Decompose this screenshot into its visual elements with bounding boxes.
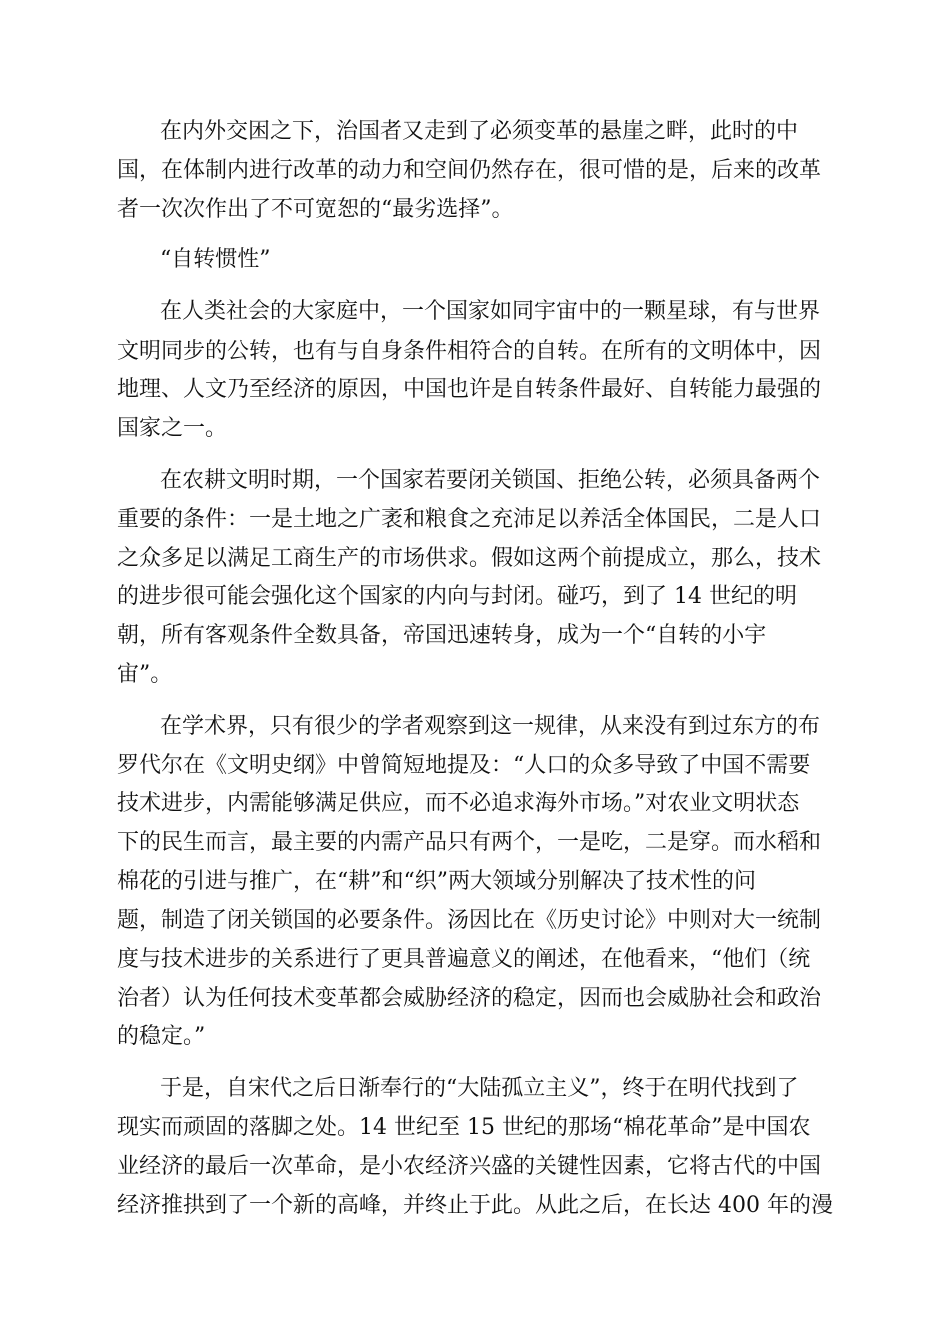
paragraph-5-line-9: 的稳定。” [117,1024,206,1049]
paragraph-4-line-4: 的进步很可能会强化这个国家的内向与封闭。碰巧，到了 14 世纪的明 [117,584,797,609]
paragraph-3-line-3: 地理、人文乃至经济的原因，中国也许是自转条件最好、自转能力最强的 [117,377,822,402]
paragraph-5-line-2: 罗代尔在《文明史纲》中曾简短地提及：“人口的众多导致了中国不需要 [117,753,811,778]
paragraph-4-line-5: 朝，所有客观条件全数具备，帝国迅速转身，成为一个“自转的小宇 [117,623,767,648]
paragraph-5-line-6: 题，制造了闭关锁国的必要条件。汤因比在《历史讨论》中则对大一统制 [117,908,822,933]
paragraph-5-line-7: 度与技术进步的关系进行了更具普遍意义的阐述，在他看来，“他们（统 [117,947,811,972]
paragraph-5-line-3: 技术进步，内需能够满足供应，而不必追求海外市场。”对农业文明状态 [117,791,800,816]
paragraph-4-line-2: 重要的条件：一是土地之广袤和粮食之充沛足以养活全体国民，二是人口 [117,507,822,532]
paragraph-5-line-8: 治者）认为任何技术变革都会威胁经济的稳定，因而也会威胁社会和政治 [117,986,822,1011]
paragraph-4-line-1: 在农耕文明时期，一个国家若要闭关锁国、拒绝公转，必须具备两个 [160,468,821,493]
paragraph-6-line-1: 于是，自宋代之后日渐奉行的“大陆孤立主义”，终于在明代找到了 [160,1076,799,1101]
paragraph-3-line-1: 在人类社会的大家庭中，一个国家如同宇宙中的一颗星球，有与世界 [160,299,821,324]
paragraph-4-line-3: 之众多足以满足工商生产的市场供求。假如这两个前提成立，那么，技术 [117,546,822,571]
paragraph-6-line-4: 经济推拱到了一个新的高峰，并终止于此。从此之后，在长达 400 年的漫 [117,1193,833,1218]
paragraph-1-line-1: 在内外交困之下，治国者又走到了必须变革的悬崖之畔，此时的中 [160,119,799,144]
paragraph-5-line-5: 棉花的引进与推广，在“耕”和“织”两大领域分别解决了技术性的问 [117,869,756,894]
paragraph-3-line-2: 文明同步的公转，也有与自身条件相符合的自转。在所有的文明体中，因 [117,339,822,364]
paragraph-1-line-3: 者一次次作出了不可宽恕的“最劣选择”。 [117,197,514,222]
section-heading: “自转惯性” [160,247,271,272]
paragraph-3-line-4: 国家之一。 [117,416,228,441]
paragraph-4-line-6: 宙”。 [117,662,173,687]
paragraph-5-line-1: 在学术界，只有很少的学者观察到这一规律，从来没有到过东方的布 [160,714,821,739]
paragraph-6-line-3: 业经济的最后一次革命，是小农经济兴盛的关键性因素，它将古代的中国 [117,1154,822,1179]
paragraph-5-line-4: 下的民生而言，最主要的内需产品只有两个，一是吃，二是穿。而水稻和 [117,830,822,855]
paragraph-1-line-2: 国，在体制内进行改革的动力和空间仍然存在，很可惜的是，后来的改革 [117,158,822,183]
paragraph-6-line-2: 现实而顽固的落脚之处。14 世纪至 15 世纪的那场“棉花革命”是中国农 [117,1115,811,1140]
